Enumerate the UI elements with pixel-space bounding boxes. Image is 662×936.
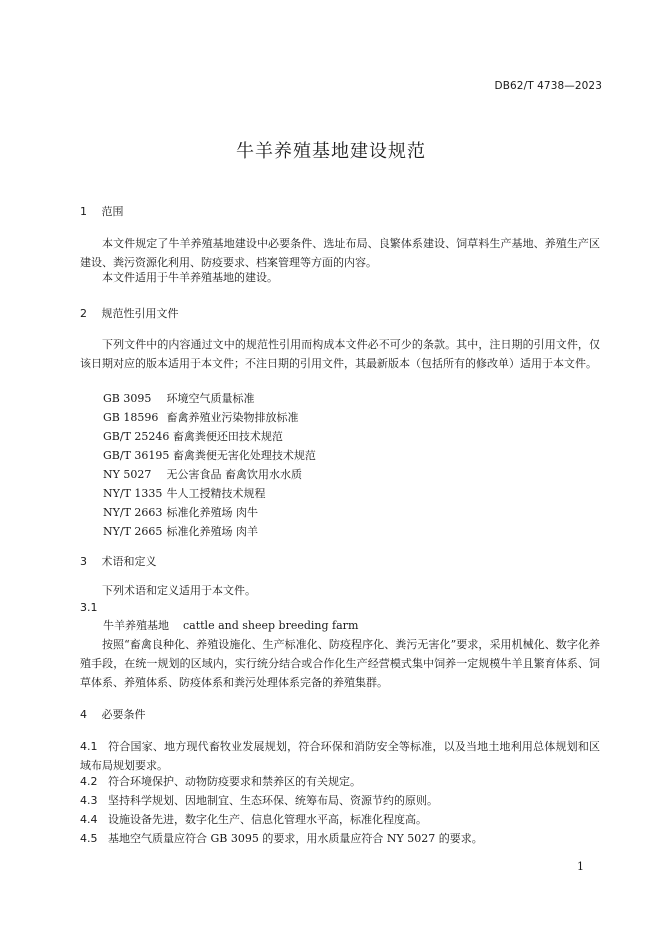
requirement-text: 符合国家、地方现代畜牧业发展规划，符合环保和消防安全等标准，以及当地土地利用总体规划和区域布局规划要求。: [80, 740, 600, 772]
paragraph: 本文件适用于牛羊养殖基地的建设。: [102, 271, 278, 284]
section-number: 4: [80, 708, 87, 721]
reference-code: NY/T 1335: [103, 487, 163, 500]
reference-name: 标准化养殖场 肉羊: [166, 525, 258, 538]
term-chinese: 牛羊养殖基地: [103, 619, 169, 632]
requirement-text: 设施设备先进，数字化生产、信息化管理水平高，标准化程度高。: [108, 813, 427, 826]
term-entry: [103, 617, 358, 633]
reference-code: NY/T 2663: [103, 506, 163, 519]
requirement-number: 4.4: [80, 813, 98, 826]
requirement-number: 4.2: [80, 775, 98, 788]
section-3-heading: [80, 553, 157, 569]
term-english: cattle and sheep breeding farm: [183, 619, 359, 632]
reference-item: [103, 428, 283, 444]
requirement-text: 基地空气质量应符合 GB 3095 的要求，用水质量应符合 NY 5027 的要求。: [108, 832, 483, 845]
page-number: 1: [577, 860, 584, 873]
reference-item: [103, 447, 316, 463]
requirement-number: 4.5: [80, 832, 98, 845]
reference-item: [103, 390, 255, 406]
requirement-text: 坚持科学规划、因地制宜、生态环保、统筹布局、资源节约的原则。: [108, 794, 438, 807]
section-title: 必要条件: [101, 708, 146, 721]
document-title: 牛羊养殖基地建设规范: [236, 141, 426, 162]
reference-code: NY/T 2665: [103, 525, 163, 538]
reference-item: [103, 485, 266, 501]
requirement-item: [80, 829, 600, 848]
reference-name: 畜禽养殖业污染物排放标准: [166, 411, 299, 424]
paragraph: 下列术语和定义适用于本文件。: [102, 584, 256, 597]
reference-name: 畜禽粪便还田技术规范: [172, 430, 283, 443]
reference-item: [103, 409, 299, 425]
reference-name: 无公害食品 畜禽饮用水水质: [166, 468, 302, 481]
reference-item: [103, 466, 302, 482]
section-title: 规范性引用文件: [101, 307, 179, 320]
requirement-number: 4.3: [80, 794, 98, 807]
requirement-item: [80, 810, 600, 829]
requirement-number: 4.1: [80, 740, 98, 753]
section-2-heading: [80, 305, 179, 321]
requirement-item: [80, 772, 600, 791]
paragraph: 本文件规定了牛羊养殖基地建设中必要条件、选址布局、良繁体系建设、饲草料生产基地、养殖生产区建设、粪污资源化利用、防疫要求、档案管理等方面的内容。: [80, 237, 600, 269]
requirement-text: 符合环境保护、动物防疫要求和禁养区的有关规定。: [108, 775, 361, 788]
requirement-item: [80, 737, 600, 775]
section-1-heading: [80, 203, 124, 219]
reference-name: 畜禽粪便无害化处理技术规范: [172, 449, 316, 462]
section-number: 3: [80, 555, 87, 568]
reference-name: 标准化养殖场 肉牛: [166, 506, 258, 519]
section-number: 2: [80, 307, 87, 320]
reference-name: 环境空气质量标准: [166, 392, 255, 405]
reference-code: GB 3095: [103, 392, 152, 405]
paragraph: 下列文件中的内容通过文中的规范性引用而构成本文件必不可少的条款。其中，注日期的引用文件，仅该日期对应的版本适用于本文件；不注日期的引用文件，其最新版本（包括所有的修改单）适用于本文件。: [80, 338, 600, 370]
reference-code: GB/T 25246: [103, 430, 170, 443]
reference-code: GB 18596: [103, 411, 159, 424]
reference-code: GB/T 36195: [103, 449, 170, 462]
reference-item: [103, 504, 258, 520]
section-4-heading: [80, 706, 146, 722]
requirement-item: [80, 791, 600, 810]
term-definition: 按照“畜禽良种化、养殖设施化、生产标准化、防疫程序化、粪污无害化”要求，采用机械化、数字化养殖手段，在统一规划的区域内，实行统分结合或合作化生产经营模式集中饲养一定规模牛羊且繁育体系、饲草体系、养殖体系、防疫体系和粪污处理体系完备的养殖集群。: [80, 638, 600, 689]
reference-code: NY 5027: [103, 468, 152, 481]
document-code: DB62/T 4738—2023: [494, 80, 602, 92]
section-title: 术语和定义: [101, 555, 157, 568]
clause-number: 3.1: [80, 601, 98, 614]
reference-item: [103, 523, 258, 539]
reference-name: 牛人工授精技术规程: [166, 487, 266, 500]
section-title: 范围: [101, 205, 124, 218]
section-number: 1: [80, 205, 87, 218]
